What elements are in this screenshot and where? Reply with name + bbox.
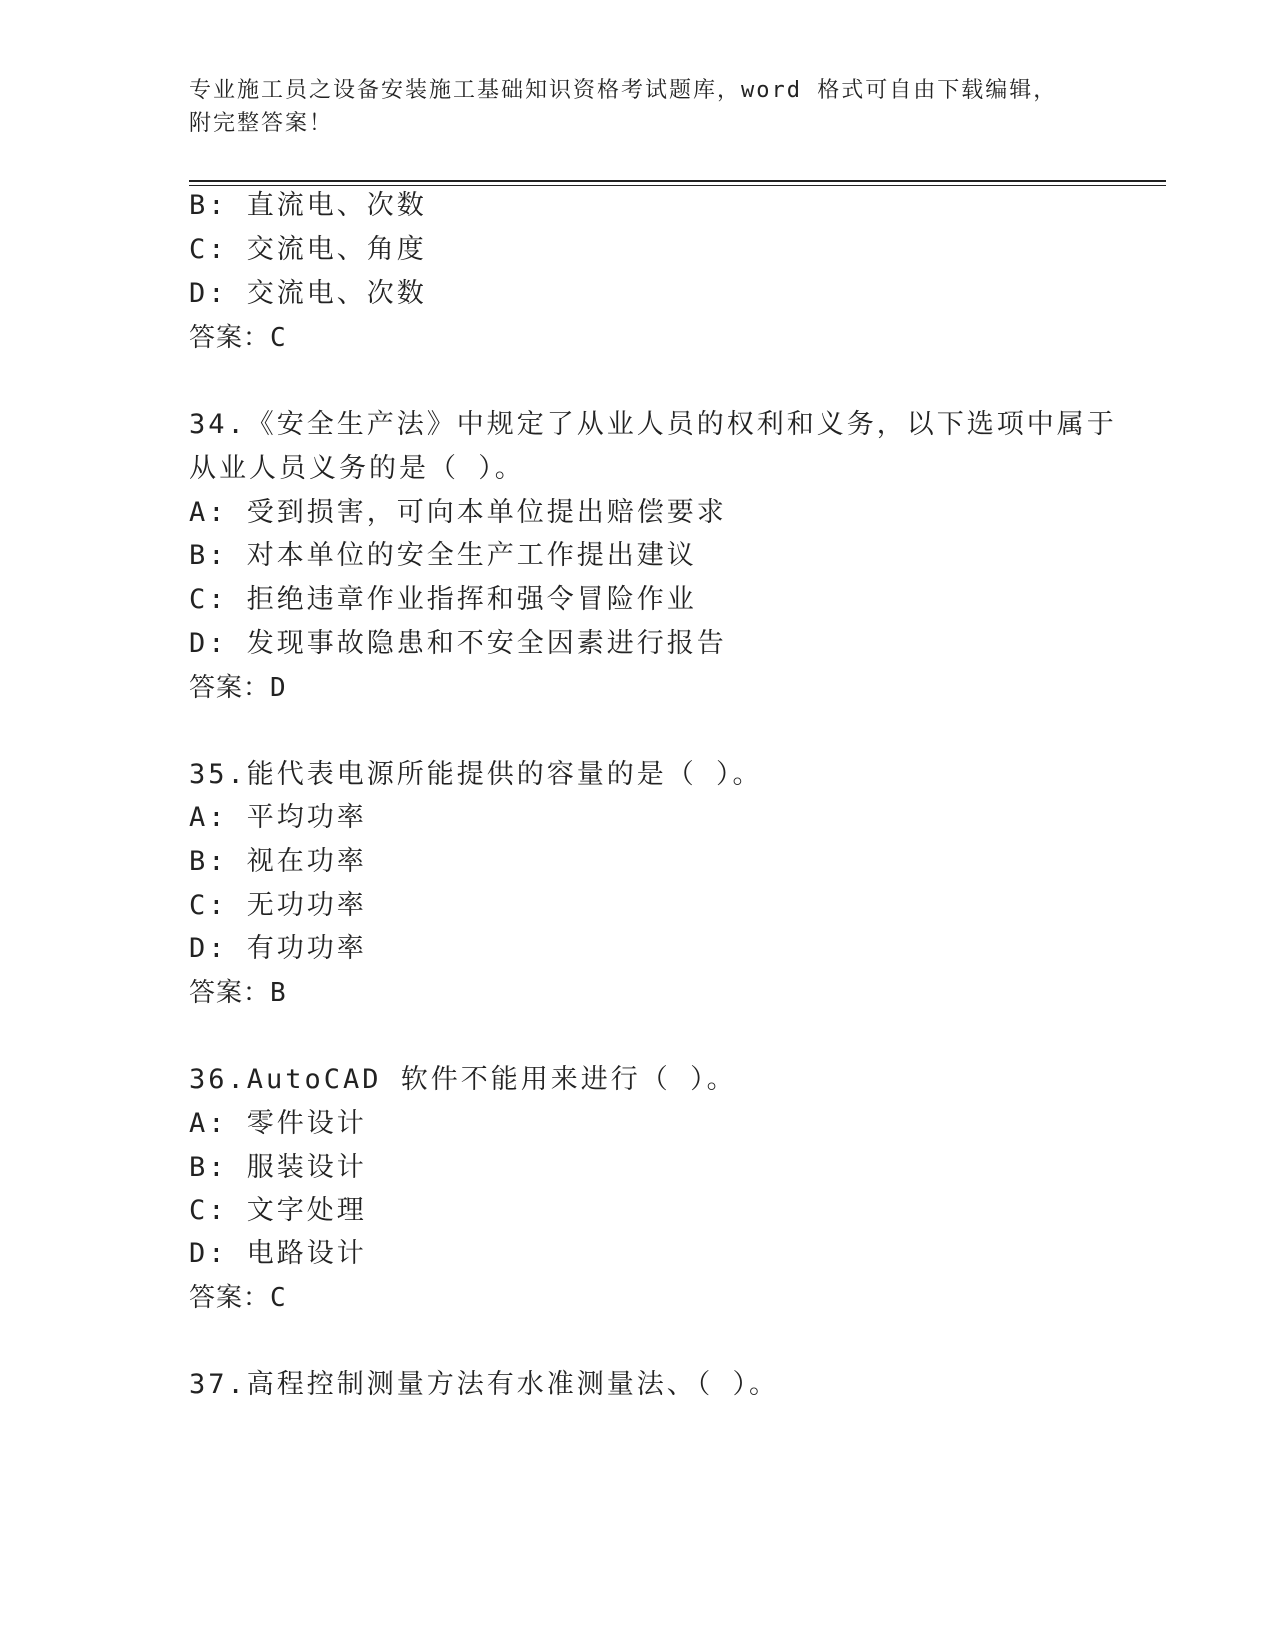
option-c: C: 交流电、角度 [189,234,427,265]
answer-line [189,670,287,706]
header-line-1: 专业施工员之设备安装施工基础知识资格考试题库，word 格式可自由下载编辑， [189,78,1058,103]
document-header [189,74,1089,140]
option-c: C: 文字处理 [189,1195,367,1226]
answer-value: D [270,673,287,703]
answer-value: C [270,323,287,353]
option-b: B: 直流电、次数 [189,190,427,221]
option-d: D: 发现事故隐患和不安全因素进行报告 [189,628,727,659]
header-line-2: 附完整答案！ [189,111,334,136]
option-a: A: 零件设计 [189,1108,367,1139]
answer-value: B [270,978,287,1008]
question-stem: 36.AutoCAD 软件不能用来进行（ ）。 [189,1064,737,1095]
question-stem-continued: 从业人员义务的是（ ）。 [189,453,525,484]
option-d: D: 电路设计 [189,1238,367,1269]
answer-line [189,975,287,1011]
option-d: D: 交流电、次数 [189,278,427,309]
option-a: A: 受到损害，可向本单位提出赔偿要求 [189,497,727,528]
option-b: B: 视在功率 [189,846,367,877]
option-d: D: 有功功率 [189,933,367,964]
answer-label: 答案： [189,323,271,353]
header-divider-thin [189,185,1166,186]
answer-label: 答案： [189,1283,271,1313]
option-a: A: 平均功率 [189,802,367,833]
header-divider-thick [189,180,1166,182]
option-b: B: 对本单位的安全生产工作提出建议 [189,540,697,571]
option-c: C: 拒绝违章作业指挥和强令冒险作业 [189,584,697,615]
question-stem: 34.《安全生产法》中规定了从业人员的权利和义务，以下选项中属于 [189,409,1117,440]
question-stem: 37.高程控制测量方法有水准测量法、（ ）。 [189,1369,780,1400]
answer-label: 答案： [189,978,271,1008]
option-b: B: 服装设计 [189,1152,367,1183]
question-stem: 35.能代表电源所能提供的容量的是（ ）。 [189,759,763,790]
option-c: C: 无功功率 [189,890,367,921]
answer-line [189,1280,287,1316]
answer-label: 答案： [189,673,271,703]
answer-value: C [270,1283,287,1313]
answer-line [189,320,287,356]
